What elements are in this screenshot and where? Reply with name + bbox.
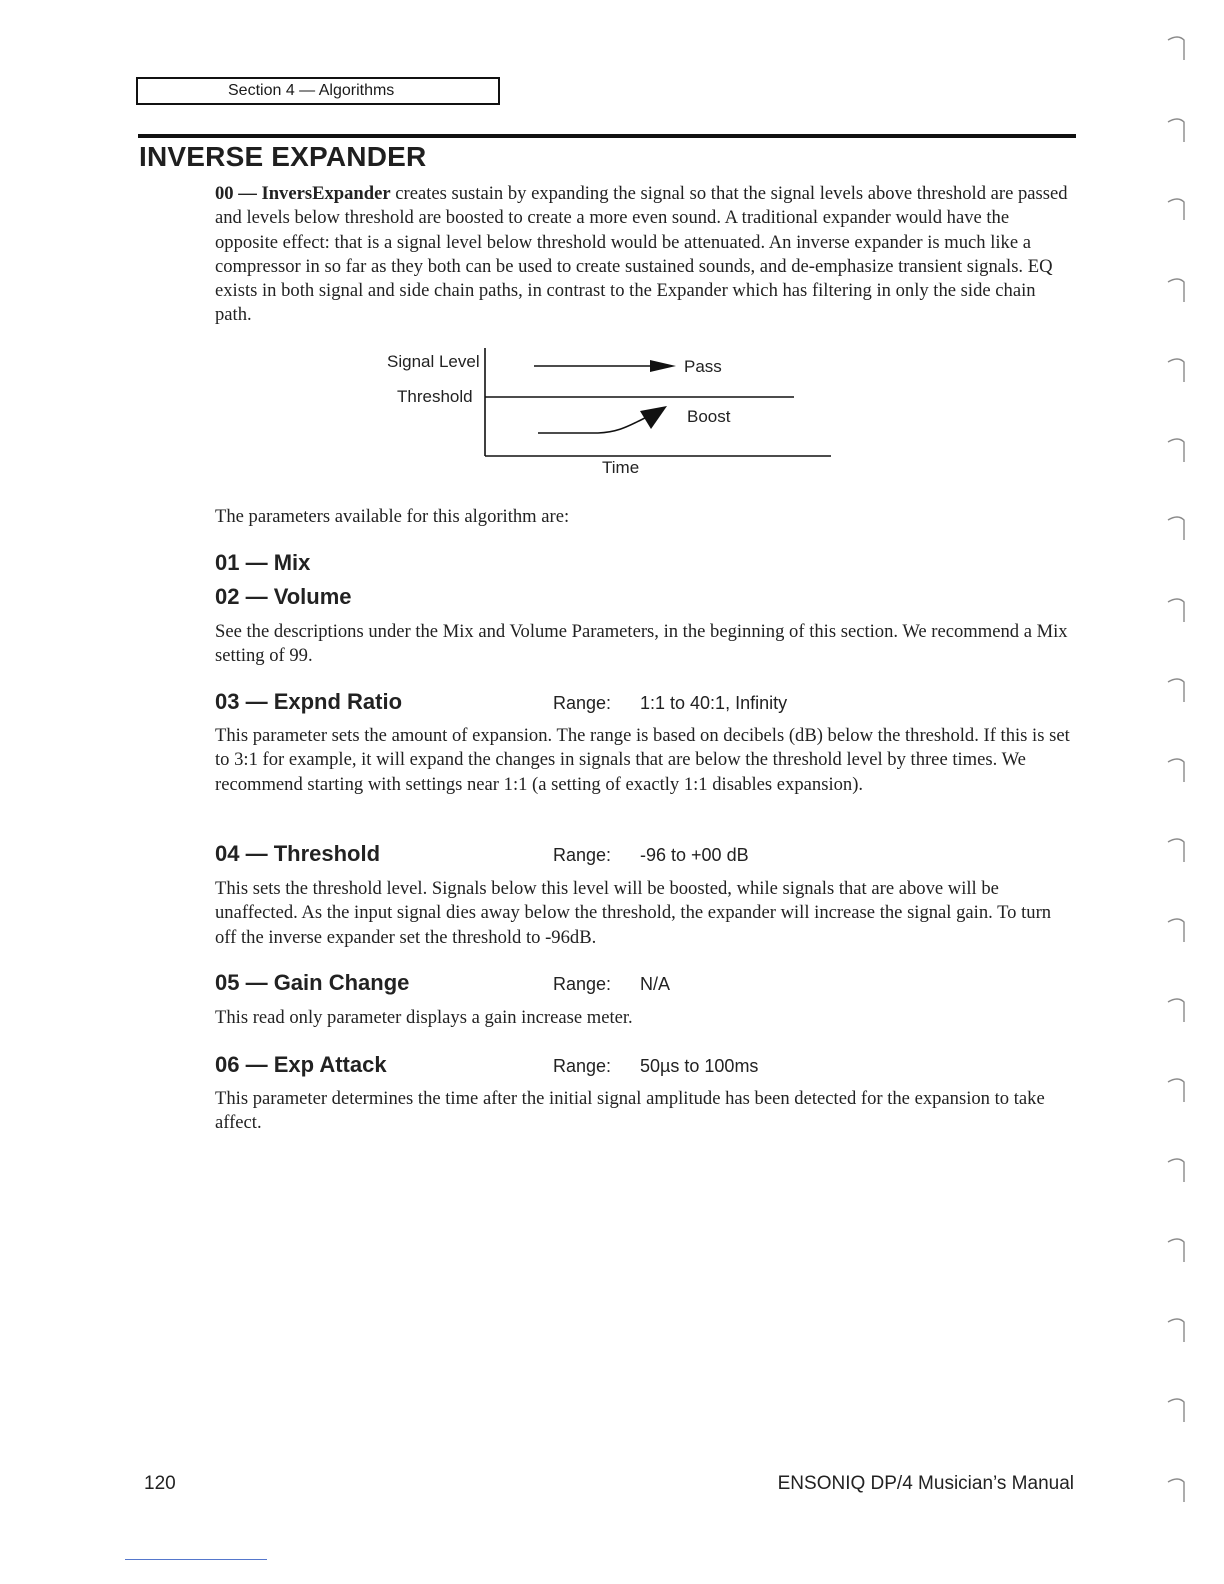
diagram-boost-label: Boost	[687, 407, 731, 426]
diagram-boost-arrow-head	[640, 406, 667, 429]
param-mix-heading: 01 — Mix	[215, 550, 311, 575]
page-title: INVERSE EXPANDER	[139, 141, 427, 172]
param-attack-range-label: Range:	[553, 1056, 612, 1076]
param-threshold-description: This sets the threshold level. Signals below this level will be boosted, while signals that are above will be unaffected. As the input signal dies away below the threshold, the expander will increase the signal gain. To turn off the inverse expander set the threshold to -96dB.	[215, 878, 1052, 948]
scan-edge-marks	[1166, 20, 1206, 1560]
param-ratio-range-value: 1:1 to 40:1, Infinity	[640, 693, 788, 713]
param-threshold-range-value: -96 to +00 dB	[640, 845, 749, 865]
param-ratio-description: This parameter sets the amount of expansion. The range is based on decibels (dB) below the threshold. If this is set to 3:1 for example, it will expand the changes in signals that are below the threshold level by three times. We recommend starting with settings near 1:1 (a setting of exactly 1:1 disables expansion).	[215, 725, 1070, 795]
param-gain-range-label: Range:	[553, 974, 612, 994]
diagram-graphic	[480, 345, 840, 465]
diagram-threshold-label: Threshold	[397, 387, 473, 406]
param-ratio-heading: 03 — Expnd Ratio	[215, 689, 403, 714]
diagram-boost-curve	[538, 418, 645, 433]
intro-paragraph	[215, 182, 1075, 328]
param-ratio-range-label: Range:	[553, 693, 612, 713]
title-rule	[138, 134, 1076, 138]
section-label: Section 4 — Algorithms	[228, 82, 395, 99]
param-gain-range-value: N/A	[640, 974, 671, 994]
param-attack-description: This parameter determines the time after the initial signal amplitude has been detected for the expansion to take affect.	[215, 1088, 1045, 1134]
param-gain-description: This read only parameter displays a gain increase meter.	[215, 1007, 633, 1028]
diagram-time-label: Time	[602, 458, 640, 477]
param-threshold-range-label: Range:	[553, 845, 612, 865]
diagram-signal-level-label: Signal Level	[387, 352, 480, 371]
param-volume-description: See the descriptions under the Mix and Volume Parameters, in the beginning of this section. We recommend a Mix setting of 99.	[215, 621, 1068, 667]
intro-text: creates sustain by expanding the signal so that the signal levels above threshold are passed and levels below threshold are boosted to create a more even sound. A traditional expander would have the opposite effect: that is a signal level below threshold would be attenuated. An inverse expander is much like a compressor in so far as they both can be used to create sustained sounds, and de-emphasize transient signals. EQ exists in both signal and side chain paths, in contrast to the Expander which has filtering in only the side chain path.	[215, 183, 1068, 326]
params-intro: The parameters available for this algorithm are:	[215, 506, 570, 527]
manual-title: ENSONIQ DP/4 Musician’s Manual	[777, 1473, 1074, 1494]
section-header-box	[136, 77, 500, 105]
param-attack-range-value: 50µs to 100ms	[640, 1056, 759, 1076]
param-volume-heading: 02 — Volume	[215, 584, 352, 609]
param-threshold-heading: 04 — Threshold	[215, 841, 381, 866]
scan-artifact-line	[125, 1559, 267, 1560]
diagram-pass-arrow-head	[650, 360, 676, 372]
param-attack-heading: 06 — Exp Attack	[215, 1052, 387, 1077]
diagram-pass-label: Pass	[684, 357, 722, 376]
param-gain-heading: 05 — Gain Change	[215, 970, 410, 995]
page-number: 120	[144, 1473, 176, 1494]
intro-lead: 00 — InversExpander	[215, 183, 391, 204]
